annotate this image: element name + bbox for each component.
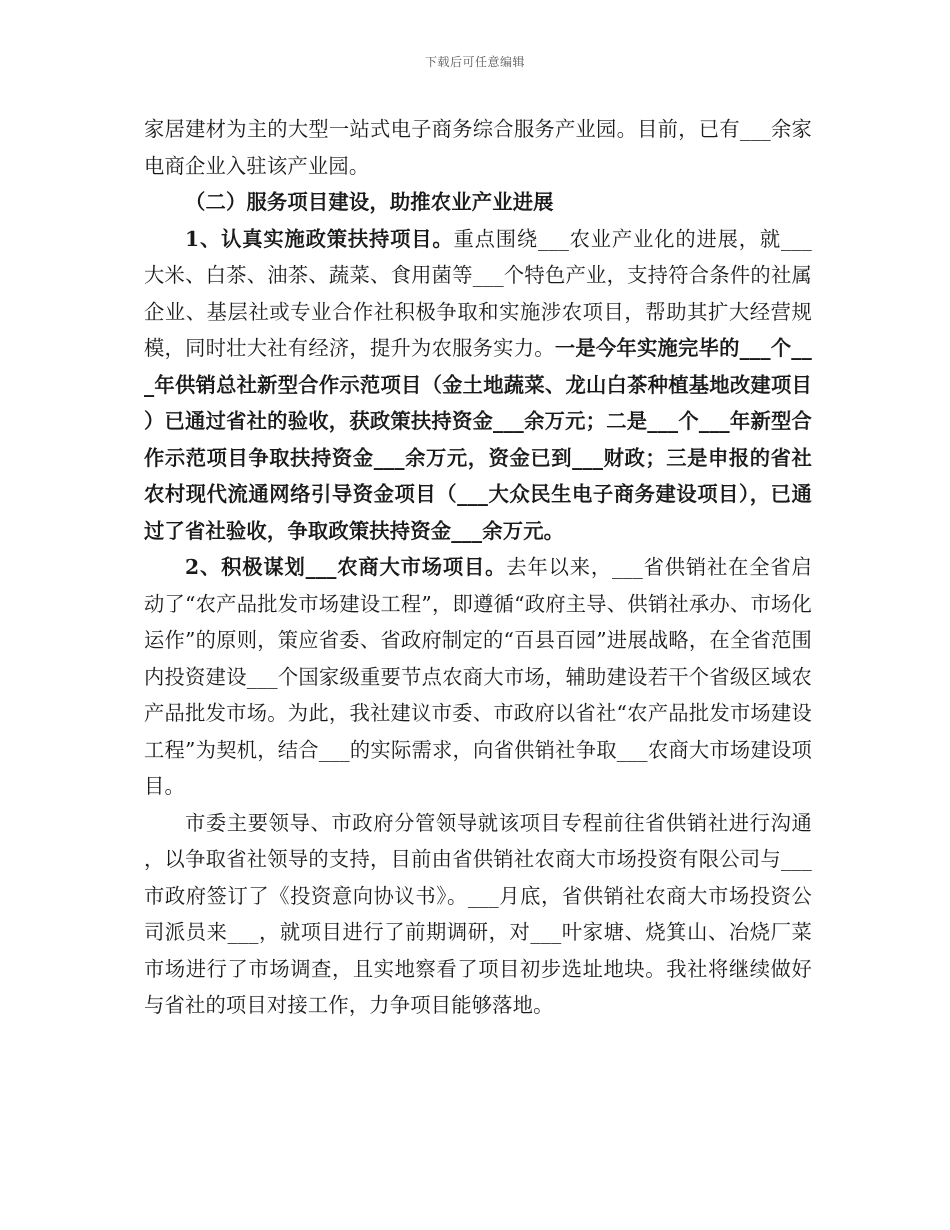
paragraph-ecommerce-park: 家居建材为主的大型一站式电子商务综合服务产业园。目前，已有___余家电商企业入驻该产业园。 xyxy=(144,117,812,178)
paragraph-policy-projects-body: 重点围绕___农业产业化的进展，就___大米、白茶、油茶、蔬菜、食用菌等___个特色产业，支持符合条件的社属企业、基层社或专业合作社积极争取和实施涉农项目，帮助其扩大经营规模，同时壮大社有经济，提升为农服务实力。 xyxy=(144,226,812,360)
page-header-note: 下载后可任意编辑 xyxy=(424,55,525,69)
paragraph-market-project-title: 2、积极谋划___农商大市场项目。 xyxy=(185,555,507,579)
document-body xyxy=(144,111,812,1024)
paragraph-policy-projects xyxy=(144,221,812,550)
paragraph-leadership-visit: 市委主要领导、市政府分管领导就该项目专程前往省供销社进行沟通，以争取省社领导的支持，目前由省供销社农商大市场投资有限公司与___市政府签订了《投资意向协议书》。___月底，省供销社农商大市场投资公司派员来___，就项目进行了前期调研，对___叶家塘、烧箕山、冶烧厂菜市场进行了市场调查，且实地察看了项目初步选址地块。我社将继续做好与省社的项目对接工作，力争项目能够落地。 xyxy=(144,810,812,1017)
paragraph-policy-projects-highlight: 一是今年实施完毕的___个___年供销总社新型合作示范项目（金土地蔬菜、龙山白茶种植基地改建项目）已通过省社的验收，获政策扶持资金___余万元；二是___个___年新型合作示范项目争取扶持资金___余万元，资金已到___财政；三是申报的省社农村现代流通网络引导资金项目（___大众民生电子商务建设项目），已通过了省社验收，争取政策扶持资金___余万元。 xyxy=(144,336,812,543)
paragraph-market-project-body: 去年以来，___省供销社在全省启动了“农产品批发市场建设工程”，即遵循“政府主导、供销社承办、市场化运作”的原则，策应省委、省政府制定的“百县百园”进展战略，在全省范围内投资建设___个国家级重要节点农商大市场，辅助建设若干个省级区域农产品批发市场。为此，我社建议市委、市政府以省社“农产品批发市场建设工程”为契机，结合___的实际需求，向省供销社争取___农商大市场建设项目。 xyxy=(144,555,813,798)
section-heading: （二）服务项目建设，助推农业产业进展 xyxy=(185,190,554,214)
paragraph-market-project xyxy=(144,549,812,805)
paragraph-policy-projects-title: 1、认真实施政策扶持项目。 xyxy=(185,226,454,251)
